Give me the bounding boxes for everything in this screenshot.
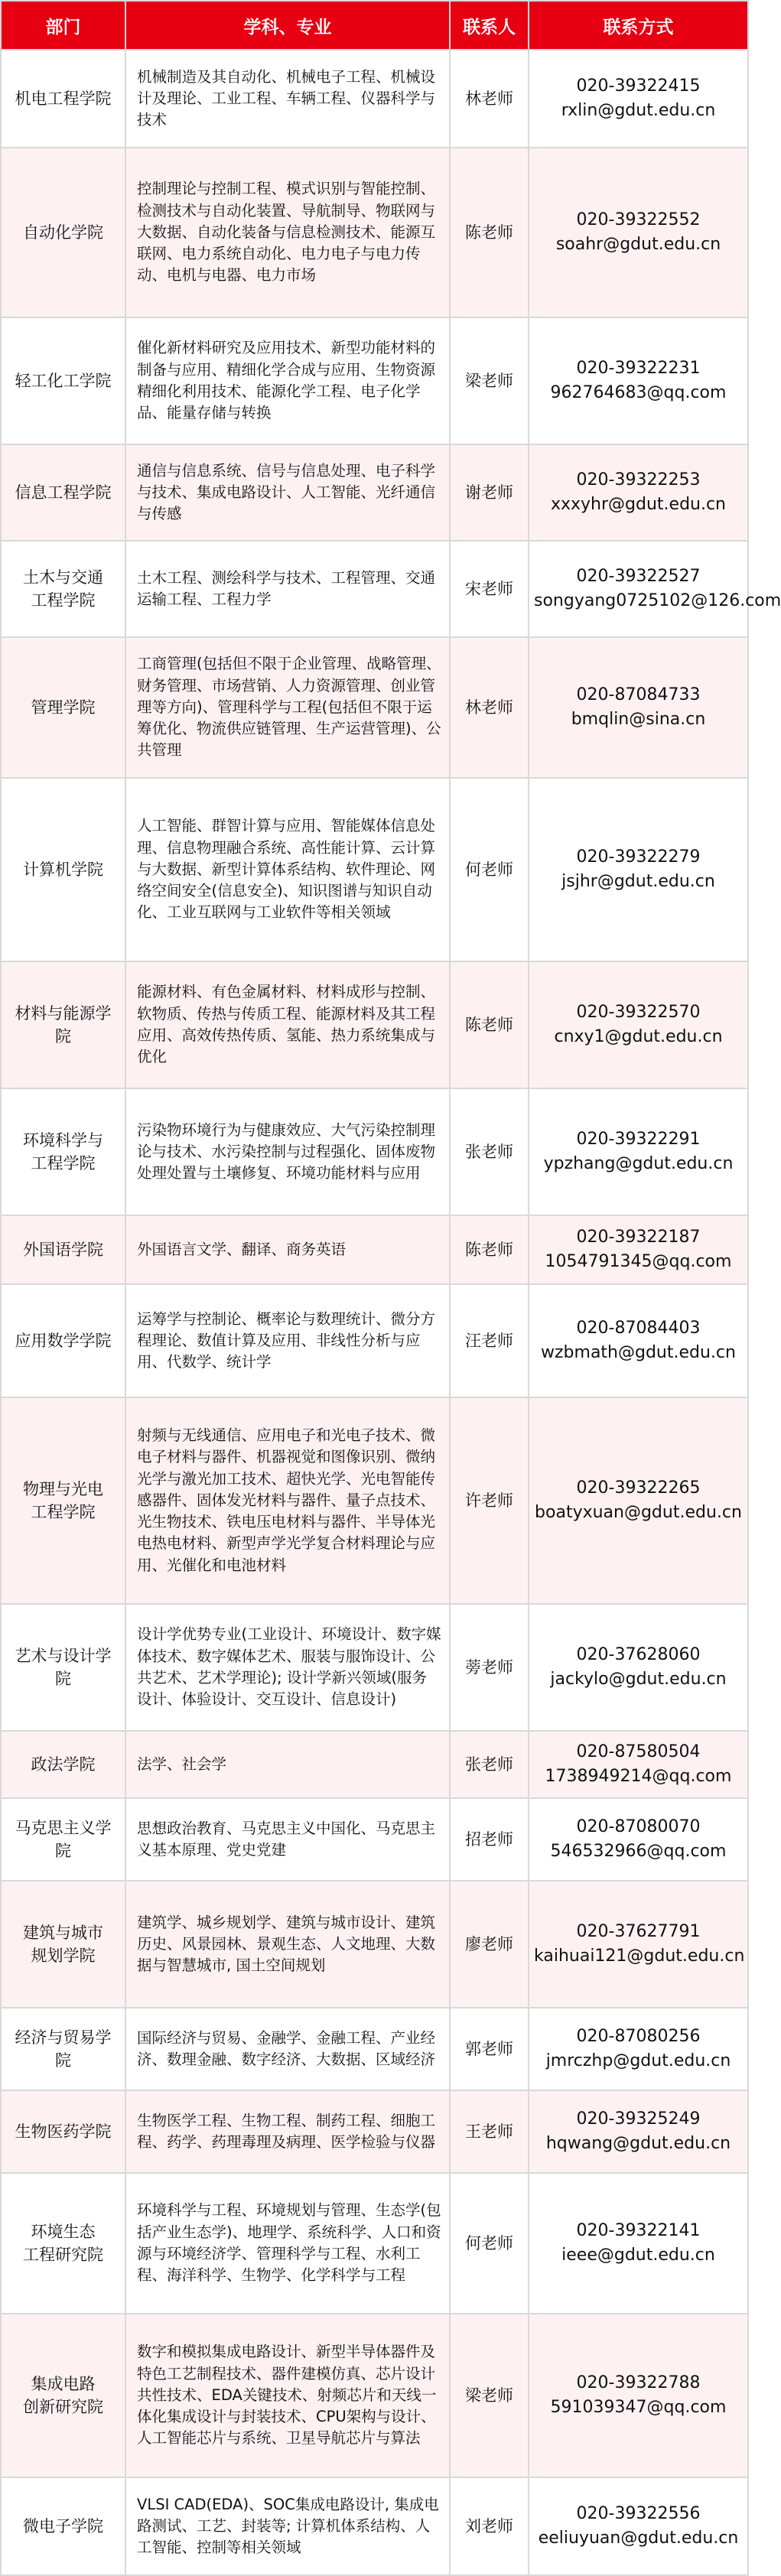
contact-info-cell — [529, 1731, 748, 1798]
dept-cell: 环境科学与 工程学院 — [1, 1088, 125, 1215]
contact-cell: 蒡老师 — [450, 1604, 529, 1731]
major-cell: 环境科学与工程、环境规划与管理、生态学(包括产业生态学)、地理学、系统科学、人口和资源与环境经济学、管理科学与工程、水利工程、海洋科学、生物学、化学科学与工程 — [125, 2173, 450, 2314]
contact-info-cell — [529, 541, 781, 637]
contact-cell: 王老师 — [450, 2090, 529, 2173]
phone-number: 020-39322141 — [576, 2221, 701, 2241]
email-link[interactable]: rxlin@gdut.edu.cn — [561, 101, 716, 120]
major-cell: VLSI CAD(EDA)、SOC集成电路设计, 集成电路测试、工艺、封装等; 计算机体系结构、人工智能、控制等相关领域 — [125, 2477, 450, 2575]
contact-cell: 何老师 — [450, 778, 529, 961]
table-row — [1, 778, 748, 961]
contact-info-cell — [529, 50, 748, 148]
dept-cell: 信息工程学院 — [1, 444, 125, 541]
email-link[interactable]: wzbmath@gdut.edu.cn — [541, 1343, 736, 1362]
header-major: 学科、专业 — [125, 1, 450, 50]
email-link[interactable]: 591039347@qq.com — [550, 2398, 727, 2417]
phone-number: 020-87080070 — [576, 1817, 701, 1837]
phone-number: 020-39322291 — [576, 1130, 701, 1150]
dept-cell: 环境生态 工程研究院 — [1, 2173, 125, 2314]
major-cell: 工商管理(包括但不限于企业管理、战略管理、财务管理、市场营销、人力资源管理、创业管理等方向)、管理科学与工程(包括但不限于运筹优化、物流供应链管理、生产运营管理)、公共管理 — [125, 637, 450, 778]
contact-info-cell — [529, 317, 748, 444]
email-link[interactable]: songyang0725102@126.com — [534, 591, 781, 610]
table-row — [1, 1798, 748, 1881]
major-cell: 催化新材料研究及应用技术、新型功能材料的制备与应用、精细化学合成与应用、生物资源精细化利用技术、能源化学工程、电子化学品、能量存储与转换 — [125, 317, 450, 444]
dept-cell: 艺术与设计学院 — [1, 1604, 125, 1731]
table-row — [1, 2173, 748, 2314]
contact-cell: 宋老师 — [450, 541, 529, 637]
table-row — [1, 1731, 748, 1798]
phone-number: 020-39322788 — [576, 2373, 701, 2393]
email-link[interactable]: jackylo@gdut.edu.cn — [550, 1670, 727, 1689]
contact-cell: 梁老师 — [450, 2314, 529, 2477]
contact-info-cell — [529, 637, 748, 778]
contact-info-cell — [529, 444, 748, 541]
major-cell: 控制理论与控制工程、模式识别与智能控制、检测技术与自动化装置、导航制导、物联网与大数据、自动化装备与信息检测技术、能源互联网、电力系统自动化、电力电子与电力传动、电机与电器、电力市场 — [125, 148, 450, 317]
dept-cell: 管理学院 — [1, 637, 125, 778]
contact-info-cell — [529, 1798, 748, 1881]
major-cell: 建筑学、城乡规划学、建筑与城市设计、建筑历史、风景园林、景观生态、人文地理、大数据与智慧城市, 国土空间规划 — [125, 1881, 450, 2008]
contact-cell: 张老师 — [450, 1088, 529, 1215]
major-cell: 污染物环境行为与健康效应、大气污染控制理论与技术、水污染控制与过程强化、固体废物处理处置与土壤修复、环境功能材料与应用 — [125, 1088, 450, 1215]
contact-info-cell — [529, 1088, 748, 1215]
phone-number: 020-39322570 — [576, 1003, 701, 1023]
table-row — [1, 317, 748, 444]
table-row — [1, 2477, 748, 2575]
major-cell: 机械制造及其自动化、机械电子工程、机械设计及理论、工业工程、车辆工程、仪器科学与技术 — [125, 50, 450, 148]
phone-number: 020-39322556 — [576, 2504, 701, 2524]
dept-cell: 集成电路 创新研究院 — [1, 2314, 125, 2477]
phone-number: 020-87580504 — [576, 1742, 701, 1762]
major-cell: 法学、社会学 — [125, 1731, 450, 1798]
table-row — [1, 541, 748, 637]
contact-cell: 刘老师 — [450, 2477, 529, 2575]
table-row — [1, 2314, 748, 2477]
major-cell: 土木工程、测绘科学与技术、工程管理、交通运输工程、工程力学 — [125, 541, 450, 637]
contact-cell: 张老师 — [450, 1731, 529, 1798]
email-link[interactable]: bmqlin@sina.cn — [571, 710, 706, 729]
header-info: 联系方式 — [529, 1, 748, 50]
contact-cell: 郭老师 — [450, 2008, 529, 2090]
contact-info-cell — [529, 2008, 748, 2090]
table-header-row — [1, 1, 748, 50]
phone-number: 020-39325249 — [576, 2109, 701, 2129]
contact-info-cell — [529, 148, 748, 317]
contact-cell: 陈老师 — [450, 961, 529, 1088]
dept-cell: 计算机学院 — [1, 778, 125, 961]
phone-number: 020-39322415 — [576, 76, 701, 96]
contact-cell: 梁老师 — [450, 317, 529, 444]
table-row — [1, 1881, 748, 2008]
table-row — [1, 2008, 748, 2090]
major-cell: 通信与信息系统、信号与信息处理、电子科学与技术、集成电路设计、人工智能、光纤通信与传感 — [125, 444, 450, 541]
contact-cell: 陈老师 — [450, 148, 529, 317]
table-row — [1, 148, 748, 317]
phone-number: 020-39322187 — [576, 1228, 701, 1247]
email-link[interactable]: soahr@gdut.edu.cn — [555, 235, 721, 254]
email-link[interactable]: xxxyhr@gdut.edu.cn — [550, 495, 727, 514]
table-body — [1, 50, 781, 2575]
dept-cell: 生物医药学院 — [1, 2090, 125, 2173]
contact-info-cell — [529, 2090, 748, 2173]
major-cell: 生物医学工程、生物工程、制药工程、细胞工程、药学、药理毒理及病理、医学检验与仪器 — [125, 2090, 450, 2173]
email-link[interactable]: jmrczhp@gdut.edu.cn — [545, 2051, 731, 2070]
major-cell: 设计学优势专业(工业设计、环境设计、数字媒体技术、数字媒体艺术、服装与服饰设计、公共艺术、艺术学理论); 设计学新兴领域(服务设计、体验设计、交互设计、信息设计) — [125, 1604, 450, 1731]
dept-cell: 材料与能源学院 — [1, 961, 125, 1088]
table-row — [1, 2090, 748, 2173]
phone-number: 020-39322265 — [576, 1478, 701, 1498]
phone-number: 020-37628060 — [576, 1645, 701, 1665]
major-cell: 数字和模拟集成电路设计、新型半导体器件及特色工艺制程技术、器件建模仿真、芯片设计共性技术、EDA关键技术、射频芯片和天线一体化集成设计与封装技术、CPU架构与设计、人工智能芯片与系统、卫星导航芯片与算法 — [125, 2314, 450, 2477]
major-cell: 国际经济与贸易、金融学、金融工程、产业经济、数理金融、数字经济、大数据、区域经济 — [125, 2008, 450, 2090]
dept-cell: 建筑与城市 规划学院 — [1, 1881, 125, 2008]
dept-cell: 机电工程学院 — [1, 50, 125, 148]
contact-info-cell — [529, 2314, 748, 2477]
table-row — [1, 1604, 748, 1731]
email-link[interactable]: 1054791345@qq.com — [545, 1252, 732, 1271]
email-link[interactable]: boatyxuan@gdut.edu.cn — [535, 1503, 742, 1522]
contact-info-cell — [529, 1604, 748, 1731]
contact-cell: 林老师 — [450, 50, 529, 148]
contact-cell: 林老师 — [450, 637, 529, 778]
email-link[interactable]: 546532966@qq.com — [550, 1842, 727, 1861]
email-link[interactable]: ieee@gdut.edu.cn — [561, 2246, 715, 2265]
email-link[interactable]: hqwang@gdut.edu.cn — [545, 2134, 731, 2153]
contact-cell: 何老师 — [450, 2173, 529, 2314]
major-cell: 外国语言文学、翻译、商务英语 — [125, 1215, 450, 1284]
contact-info-cell — [529, 778, 748, 961]
major-cell: 思想政治教育、马克思主义中国化、马克思主义基本原理、党史党建 — [125, 1798, 450, 1881]
email-link[interactable]: jsjhr@gdut.edu.cn — [561, 872, 715, 891]
major-cell: 运筹学与控制论、概率论与数理统计、微分方程理论、数值计算及应用、非线性分析与应用、代数学、统计学 — [125, 1284, 450, 1397]
header-dept: 部门 — [1, 1, 125, 50]
dept-cell: 微电子学院 — [1, 2477, 125, 2575]
phone-number: 020-37627791 — [576, 1922, 701, 1942]
major-cell: 射频与无线通信、应用电子和光电子技术、微电子材料与器件、机器视觉和图像识别、微纳光学与激光加工技术、超快光学、光电智能传感器件、固体发光材料与器件、量子点技术、光生物技术、铁电压电材料与器件、半导体光电热电材料、新型声学光学复合材料理论与应用、光催化和电池材料 — [125, 1397, 450, 1604]
contact-info-cell — [529, 1284, 748, 1397]
table-row — [1, 444, 748, 541]
phone-number: 020-87084733 — [576, 685, 701, 705]
dept-cell: 应用数学学院 — [1, 1284, 125, 1397]
header-contact: 联系人 — [450, 1, 529, 50]
contact-info-cell — [529, 1881, 748, 2008]
dept-cell: 土木与交通 工程学院 — [1, 541, 125, 637]
phone-number: 020-39322527 — [576, 567, 701, 587]
email-link[interactable]: kaihuai121@gdut.edu.cn — [534, 1947, 745, 1966]
dept-cell: 外国语学院 — [1, 1215, 125, 1284]
contact-info-cell — [529, 1397, 748, 1604]
contact-cell: 汪老师 — [450, 1284, 529, 1397]
phone-number: 020-39322231 — [576, 359, 701, 379]
table-row — [1, 961, 748, 1088]
contact-cell: 陈老师 — [450, 1215, 529, 1284]
phone-number: 020-39322253 — [576, 470, 701, 490]
contact-info-cell — [529, 2173, 748, 2314]
email-link[interactable]: cnxy1@gdut.edu.cn — [554, 1027, 723, 1046]
contact-cell: 谢老师 — [450, 444, 529, 541]
phone-number: 020-87084403 — [576, 1319, 701, 1338]
dept-cell: 马克思主义学院 — [1, 1798, 125, 1881]
email-link[interactable]: 1738949214@qq.com — [545, 1767, 732, 1786]
table-row — [1, 1088, 748, 1215]
contact-info-cell — [529, 961, 748, 1088]
dept-cell: 经济与贸易学院 — [1, 2008, 125, 2090]
dept-cell: 物理与光电 工程学院 — [1, 1397, 125, 1604]
contact-info-cell — [529, 1215, 748, 1284]
phone-number: 020-39322552 — [576, 210, 701, 230]
phone-number: 020-87080256 — [576, 2027, 701, 2047]
email-link[interactable]: 962764683@qq.com — [550, 383, 727, 402]
dept-cell: 政法学院 — [1, 1731, 125, 1798]
contact-cell: 许老师 — [450, 1397, 529, 1604]
table-row — [1, 1397, 748, 1604]
phone-number: 020-39322279 — [576, 847, 701, 867]
dept-cell: 轻工化工学院 — [1, 317, 125, 444]
major-cell: 能源材料、有色金属材料、材料成形与控制、软物质、传热与传质工程、能源材料及其工程应用、高效传热传质、氢能、热力系统集成与优化 — [125, 961, 450, 1088]
email-link[interactable]: ypzhang@gdut.edu.cn — [543, 1154, 734, 1173]
table-row — [1, 1284, 748, 1397]
contact-cell: 廖老师 — [450, 1881, 529, 2008]
contact-cell: 招老师 — [450, 1798, 529, 1881]
table-row — [1, 637, 748, 778]
contact-info-cell — [529, 2477, 748, 2575]
email-link[interactable]: eeliuyuan@gdut.edu.cn — [538, 2529, 739, 2548]
major-cell: 人工智能、群智计算与应用、智能媒体信息处理、信息物理融合系统、高性能计算、云计算与大数据、新型计算体系结构、软件理论、网络空间安全(信息安全)、知识图谱与知识自动化、工业互联网与工业软件等相关领域 — [125, 778, 450, 961]
dept-cell: 自动化学院 — [1, 148, 125, 317]
table-row — [1, 50, 748, 148]
table-row — [1, 1215, 748, 1284]
